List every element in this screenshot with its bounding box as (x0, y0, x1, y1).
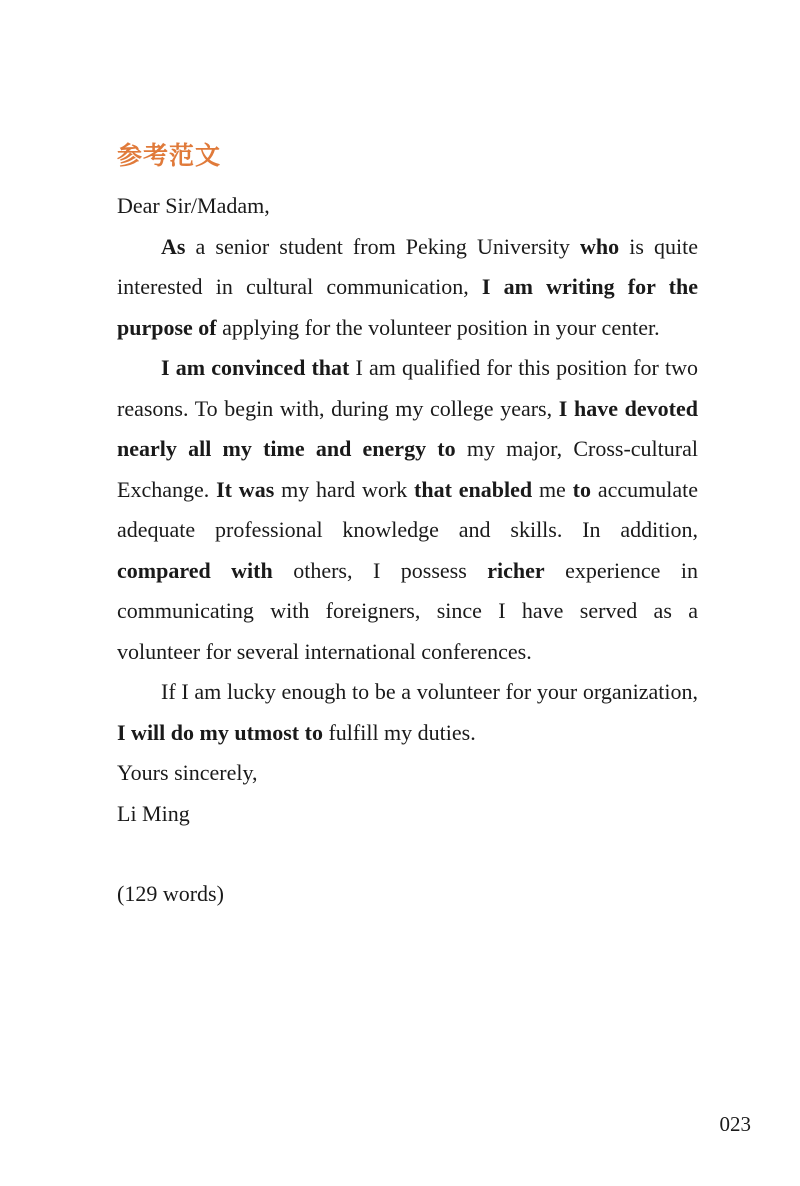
word-count: (129 words) (117, 881, 224, 906)
phrase-highlight: I will do my utmost to (117, 719, 323, 745)
paragraph-reasons (117, 348, 698, 672)
signature: Li Ming (117, 800, 190, 826)
phrase-highlight: that enabled (414, 476, 533, 502)
phrase-highlight: I am writing for the purpose of (117, 274, 698, 340)
phrase-text: is quite interested in cultural communication, (117, 233, 698, 299)
phrase-highlight: richer (487, 557, 545, 583)
phrase-highlight: to (572, 476, 591, 502)
phrase-text: applying for the volunteer position in your center. (216, 314, 660, 340)
phrase-text: fulfill my duties. (322, 719, 476, 745)
section-heading: 参考范文 (117, 141, 222, 170)
paragraph-intro (117, 227, 698, 349)
phrase-highlight: I am convinced that (161, 355, 350, 380)
phrase-text: me (532, 476, 573, 502)
phrase-highlight: I have devoted nearly all my time and energy to (117, 395, 698, 461)
phrase-highlight: As (161, 233, 186, 259)
page-number: 023 (719, 1112, 751, 1136)
paragraph-conclusion (117, 672, 698, 753)
salutation: Dear Sir/Madam, (117, 193, 270, 218)
phrase-text: others, I possess (272, 557, 488, 583)
phrase-highlight: who (580, 233, 620, 259)
phrase-highlight: It was (216, 476, 275, 502)
phrase-highlight: compared with (117, 557, 273, 583)
closing: Yours sincerely, (117, 760, 258, 785)
phrase-text: a senior student from Peking University (185, 233, 580, 259)
phrase-text: I am qualified for this position for two reasons. To begin with, during my college years, (117, 355, 698, 421)
letter-body (117, 186, 698, 915)
phrase-text: accumulate adequate professional knowledge and skills. In addition, (117, 476, 698, 542)
phrase-text: If I am lucky enough to be a volunteer for your organization, (161, 679, 698, 704)
phrase-text: experience in communicating with foreigners, since I have served as a volunteer for several international conferences. (117, 557, 698, 664)
phrase-text: my major, Cross-cultural Exchange. (117, 436, 698, 502)
phrase-text: my hard work (274, 476, 415, 502)
